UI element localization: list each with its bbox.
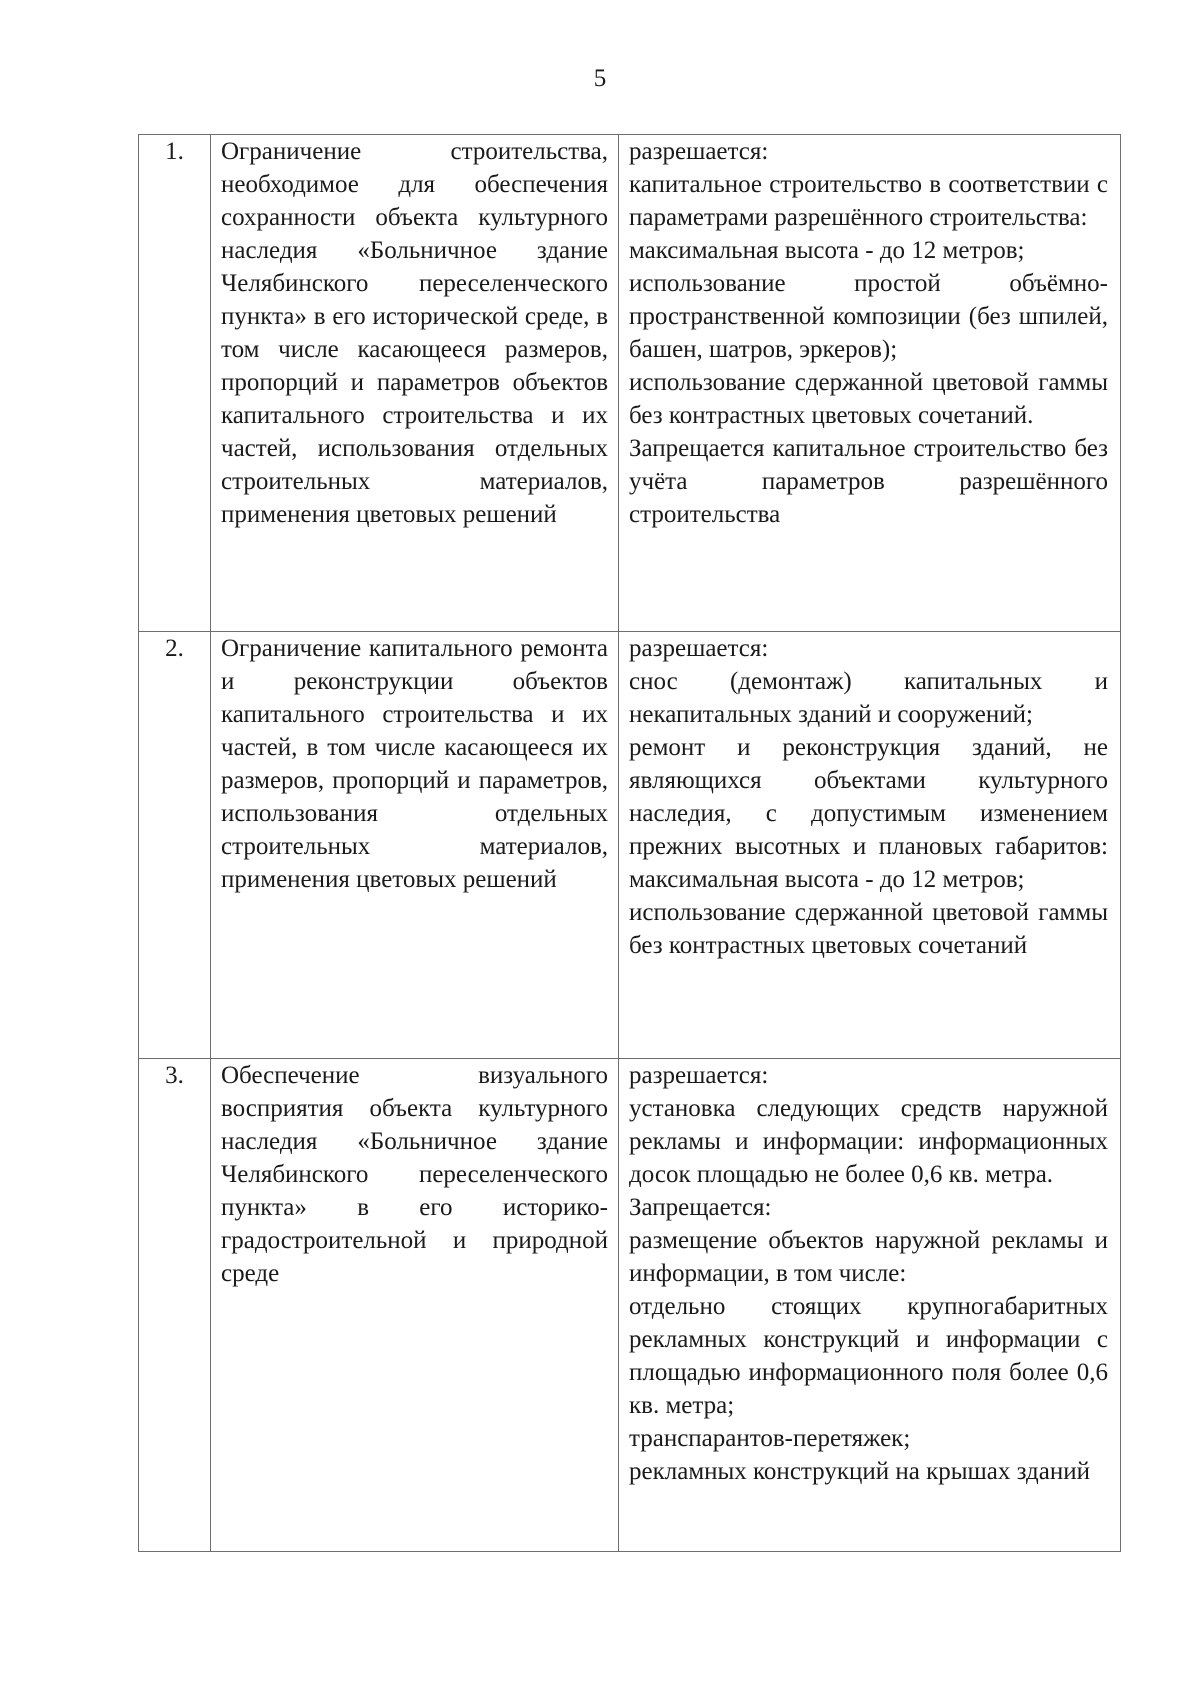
requirement-line: использование сдержанной цветовой гаммы без контрастных цветовых сочетаний bbox=[629, 899, 1108, 959]
requirement-line: максимальная высота - до 12 метров; bbox=[629, 237, 1025, 264]
row-number: 2. bbox=[139, 632, 211, 1059]
requirement-line: разрешается: bbox=[629, 138, 769, 165]
requirements-cell bbox=[619, 1059, 1121, 1552]
restriction-text: Ограничение капитального ремонта и реконструкции объектов капитального строительства и их частей, в том числе касающееся их размеров, пропорций и параметров, использования отдельных строительных материалов, применения цветовых решений bbox=[211, 632, 619, 1059]
row-number: 1. bbox=[139, 135, 211, 632]
requirement-line: рекламных конструкций на крышах зданий bbox=[629, 1458, 1090, 1485]
requirement-line: размещение объектов наружной рекламы и информации, в том числе: bbox=[629, 1227, 1108, 1287]
requirement-line: Запрещается: bbox=[629, 1194, 772, 1221]
requirement-line: транспарантов-перетяжек; bbox=[629, 1425, 911, 1452]
page-number: 5 bbox=[593, 65, 607, 92]
requirement-line: Запрещается капитальное строительство без учёта параметров разрешённого строительства bbox=[629, 435, 1108, 528]
table-row bbox=[139, 135, 1121, 632]
requirement-line: разрешается: bbox=[629, 1062, 769, 1089]
table-row bbox=[139, 632, 1121, 1059]
requirement-line: использование сдержанной цветовой гаммы без контрастных цветовых сочетаний. bbox=[629, 369, 1108, 429]
requirement-line: отдельно стоящих крупногабаритных рекламных конструкций и информации с площадью информационного поля более 0,6 кв. метра; bbox=[629, 1293, 1108, 1419]
requirements-cell bbox=[619, 135, 1121, 632]
requirement-line: использование простой объёмно-пространственной композиции (без шпилей, башен, шатров, эркеров); bbox=[629, 270, 1108, 363]
restriction-text: Обеспечение визуального восприятия объекта культурного наследия «Больничное здание Челябинского переселенческого пункта» в его историко-градостроительной и природной среде bbox=[211, 1059, 619, 1552]
row-number: 3. bbox=[139, 1059, 211, 1552]
requirements-cell bbox=[619, 632, 1121, 1059]
requirement-line: разрешается: bbox=[629, 635, 769, 662]
table-row bbox=[139, 1059, 1121, 1552]
requirement-line: снос (демонтаж) капитальных и некапитальных зданий и сооружений; bbox=[629, 668, 1108, 728]
requirement-line: ремонт и реконструкция зданий, не являющихся объектами культурного наследия, с допустимым изменением прежних высотных и плановых габаритов: максимальная высота - до 12 метров; bbox=[629, 734, 1108, 893]
requirement-line: установка следующих средств наружной рекламы и информации: информационных досок площадью не более 0,6 кв. метра. bbox=[629, 1095, 1108, 1188]
restriction-text: Ограничение строительства, необходимое для обеспечения сохранности объекта культурного наследия «Больничное здание Челябинского переселенческого пункта» в его исторической среде, в том числе касающееся размеров, пропорций и параметров объектов капитального строительства и их частей, использования отдельных строительных материалов, применения цветовых решений bbox=[211, 135, 619, 632]
requirement-line: капитальное строительство в соответствии с параметрами разрешённого строительства: bbox=[629, 171, 1108, 231]
restrictions-table bbox=[138, 134, 1121, 1552]
